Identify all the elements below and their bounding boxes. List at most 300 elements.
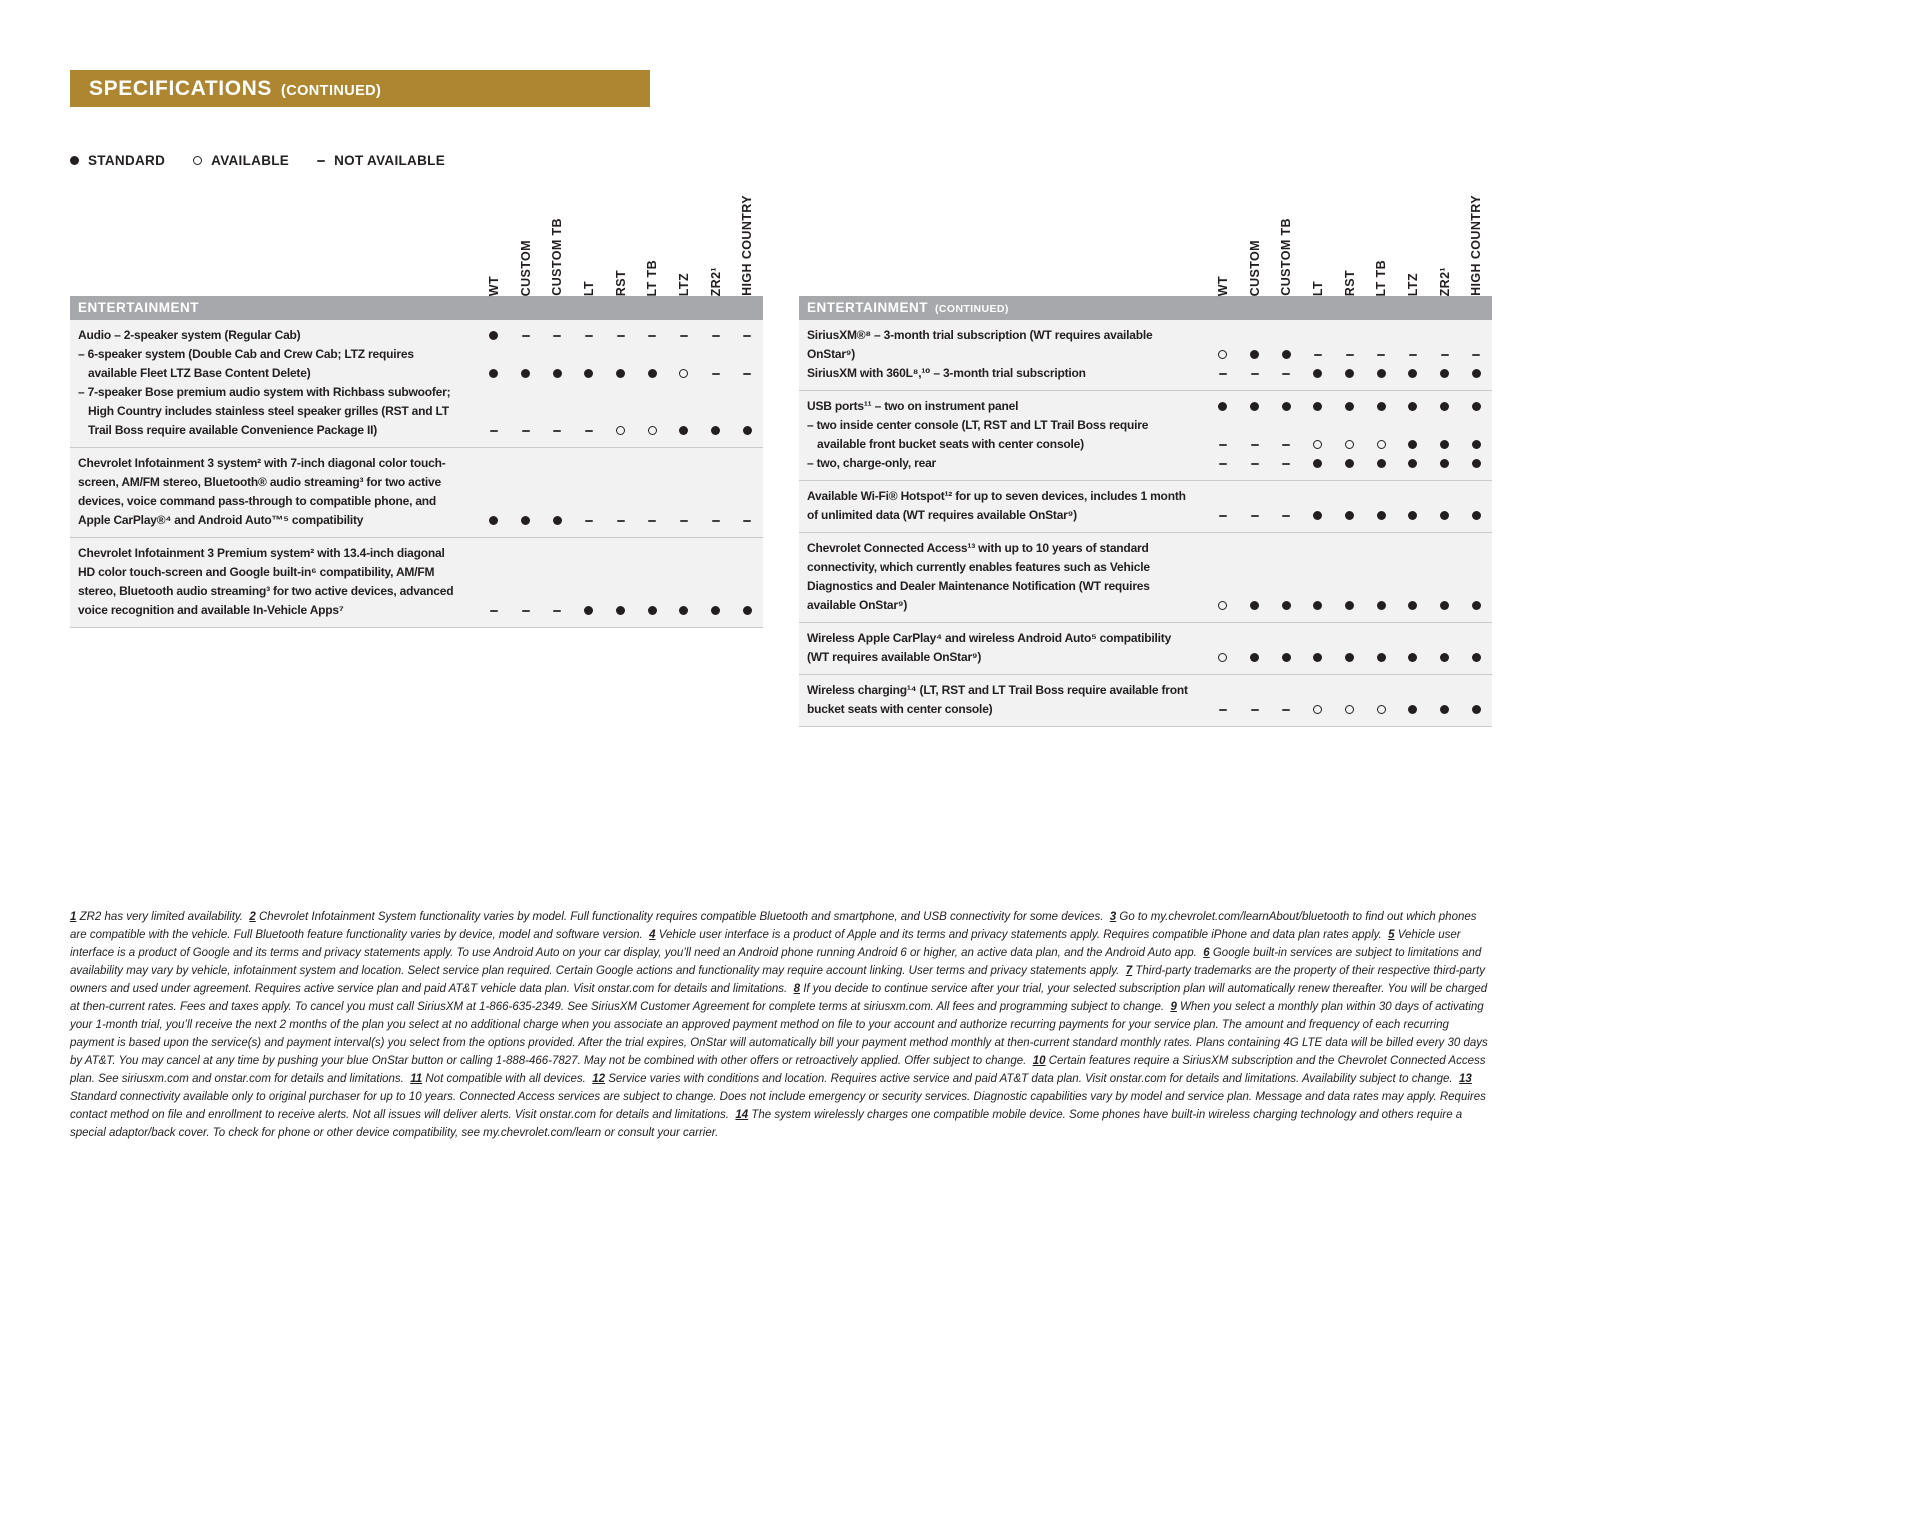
footnote-number: 5 — [1388, 929, 1395, 941]
value-cell — [1302, 435, 1334, 454]
not-available-dash-icon — [522, 610, 530, 612]
trim-column-header — [1460, 172, 1492, 296]
trim-column-label: LTZ — [676, 272, 691, 296]
standard-filled-circle-icon — [1408, 705, 1417, 714]
value-cell — [1365, 700, 1397, 719]
value-cell — [1429, 648, 1461, 667]
value-cell — [636, 326, 668, 345]
available-open-circle-icon — [1218, 653, 1227, 662]
page-title: SPECIFICATIONS — [89, 77, 273, 100]
value-cell — [1365, 506, 1397, 525]
not-available-dash-icon — [712, 335, 720, 337]
not-available-dash-icon — [1441, 354, 1449, 356]
available-open-circle-icon — [1218, 350, 1227, 359]
not-available-dash-icon — [1251, 709, 1259, 711]
footnote-text: When you select a monthly plan within 30 days of activating your 1-month trial, you’ll receive the next 2 months of the plan you select at no additional charge when you associate an approved payment method on file to your account and authorize recurring payments for your service plan. The amount and frequency of each recurring payment is based upon the service(s) and payment interval(s) you select from the options provided. After the trial expires, OnStar will automatically bill your payment method monthly at then-current standard monthly rates. Plans containing 4G LTE data will be billed every 30 days by AT&T. You may cancel at any time by pushing your blue OnStar button or calling 1-888-466-7827. May not be combined with other offers or retroactively applied. Offer subject to change. — [70, 1001, 1488, 1067]
value-cell — [1397, 345, 1429, 364]
trim-value-cells — [1207, 648, 1492, 667]
standard-filled-circle-icon — [743, 426, 752, 435]
feature-group — [799, 623, 1492, 675]
trim-column-label: LT — [1310, 280, 1325, 296]
value-cell — [731, 511, 763, 530]
feature-row — [799, 326, 1492, 364]
footnote-number: 12 — [592, 1073, 606, 1085]
value-cell — [573, 601, 605, 620]
section-header-bar — [70, 296, 763, 320]
spec-table — [799, 172, 1492, 727]
value-cell — [1429, 506, 1461, 525]
feature-label: Chevrolet Infotainment 3 Premium system² with 13.4-inch diagonal HD color touch-screen and Google built-in⁶ compatibility, AM/FM stereo, Bluetooth audio streaming³ for two active devices, advanced voice recognition and available In-Vehicle Apps⁷ — [78, 546, 454, 617]
not-available-dash-icon — [553, 430, 561, 432]
legend-item-available — [193, 153, 289, 168]
trim-column-header — [478, 172, 510, 296]
value-cell — [1239, 345, 1271, 364]
page-title-suffix: (CONTINUED) — [281, 83, 382, 99]
trim-column-label: WT — [486, 275, 501, 296]
standard-filled-circle-icon — [616, 606, 625, 615]
standard-filled-circle-icon — [1313, 402, 1322, 411]
footnote-number: 1 — [70, 911, 77, 923]
feature-row — [799, 629, 1492, 667]
standard-filled-circle-icon — [521, 369, 530, 378]
available-open-circle-icon — [1345, 440, 1354, 449]
footnote-number: 3 — [1109, 911, 1117, 923]
standard-filled-circle-icon — [1345, 402, 1354, 411]
value-cell — [478, 326, 510, 345]
not-available-dash-icon — [585, 335, 593, 337]
value-cell — [605, 421, 637, 440]
trim-value-cells — [478, 421, 763, 440]
value-cell — [700, 326, 732, 345]
legend-standard-label: STANDARD — [88, 153, 166, 168]
value-cell — [1397, 648, 1429, 667]
value-cell — [668, 326, 700, 345]
available-open-circle-icon — [1313, 440, 1322, 449]
footnote-number: 4 — [649, 929, 656, 941]
standard-filled-circle-icon — [1345, 459, 1354, 468]
feature-row — [70, 345, 763, 383]
not-available-dash-icon — [1282, 373, 1290, 375]
value-cell — [1270, 648, 1302, 667]
value-cell — [668, 511, 700, 530]
standard-filled-circle-icon — [1250, 601, 1259, 610]
standard-filled-circle-icon — [1472, 369, 1481, 378]
value-cell — [541, 326, 573, 345]
feature-group — [70, 320, 763, 448]
feature-group — [799, 675, 1492, 727]
value-cell — [1207, 596, 1239, 615]
standard-filled-circle-icon — [1440, 369, 1449, 378]
standard-filled-circle-icon — [743, 606, 752, 615]
value-cell — [1365, 454, 1397, 473]
footnote-text: ZR2 has very limited availability. — [76, 911, 243, 923]
trim-column-label: LT TB — [1374, 259, 1389, 296]
not-available-dash-icon — [553, 610, 561, 612]
available-open-circle-icon — [1345, 705, 1354, 714]
feature-row — [799, 364, 1492, 383]
value-cell — [1207, 435, 1239, 454]
footnote-text: Service varies with conditions and location. Requires active service and paid AT&T data plan. Visit onstar.com for details and limitations. Availability subject to change. — [605, 1073, 1453, 1085]
feature-groups — [70, 320, 763, 628]
value-cell — [1302, 345, 1334, 364]
specifications-banner — [70, 70, 650, 107]
value-cell — [478, 511, 510, 530]
trim-value-cells — [1207, 397, 1492, 416]
standard-filled-circle-icon — [1250, 653, 1259, 662]
not-available-dash-icon — [1282, 515, 1290, 517]
standard-filled-circle-icon — [1250, 350, 1259, 359]
not-available-dash-icon — [1251, 463, 1259, 465]
feature-row — [799, 454, 1492, 473]
trim-column-label: LT — [581, 280, 596, 296]
available-open-circle-icon — [616, 426, 625, 435]
not-available-dash-icon — [522, 430, 530, 432]
standard-filled-circle-icon — [1313, 511, 1322, 520]
not-available-dash-icon — [317, 160, 325, 162]
available-open-circle-icon — [1218, 601, 1227, 610]
not-available-dash-icon — [1251, 515, 1259, 517]
standard-filled-circle-icon — [489, 516, 498, 525]
standard-filled-circle-icon — [1377, 511, 1386, 520]
value-cell — [1429, 596, 1461, 615]
not-available-dash-icon — [1219, 373, 1227, 375]
footnote-text: If you decide to continue service after your trial, your selected subscription plan will automatically renew thereafter. You will be charged at then-current rates. Fees and taxes apply. To cancel you must call SiriusXM at 1-866-635-2349. See SiriusXM Customer Agreement for complete terms at siriusxm.com. All fees and programming subject to change. — [70, 983, 1488, 1013]
not-available-dash-icon — [553, 335, 561, 337]
standard-filled-circle-icon — [1440, 511, 1449, 520]
standard-filled-circle-icon — [1472, 601, 1481, 610]
symbol-legend — [70, 153, 1560, 168]
value-cell — [1460, 506, 1492, 525]
footnote-number: 7 — [1125, 965, 1133, 977]
value-cell — [1207, 345, 1239, 364]
section-note: (CONTINUED) — [935, 303, 1009, 315]
value-cell — [1207, 700, 1239, 719]
value-cell — [1365, 435, 1397, 454]
footnote-text: Go to my.chevrolet.com/learnAbout/bluetooth to find out which phones are compatible with the vehicle. Full Bluetooth feature functionality varies by device, model and software version. — [70, 911, 1477, 941]
standard-filled-circle-icon — [1472, 653, 1481, 662]
value-cell — [1207, 648, 1239, 667]
feature-groups — [799, 320, 1492, 727]
feature-row — [70, 454, 763, 530]
standard-filled-circle-icon — [1345, 653, 1354, 662]
footnote-number: 11 — [410, 1073, 423, 1085]
value-cell — [510, 511, 542, 530]
not-available-dash-icon — [1251, 444, 1259, 446]
value-cell — [700, 601, 732, 620]
standard-filled-circle-icon — [1282, 653, 1291, 662]
value-cell — [1270, 506, 1302, 525]
value-cell — [478, 364, 510, 383]
value-cell — [1365, 364, 1397, 383]
value-cell — [668, 364, 700, 383]
value-cell — [1302, 397, 1334, 416]
trim-column-label: CUSTOM — [518, 239, 533, 296]
not-available-dash-icon — [1409, 354, 1417, 356]
value-cell — [1397, 596, 1429, 615]
trim-value-cells — [478, 601, 763, 620]
not-available-dash-icon — [743, 335, 751, 337]
trim-column-label: HIGH COUNTRY — [740, 195, 755, 296]
standard-filled-circle-icon — [1250, 402, 1259, 411]
value-cell — [1397, 454, 1429, 473]
value-cell — [541, 364, 573, 383]
standard-filled-circle-icon — [1472, 440, 1481, 449]
value-cell — [1334, 345, 1366, 364]
value-cell — [668, 601, 700, 620]
trim-column-headers — [799, 172, 1492, 296]
standard-filled-circle-icon — [1377, 402, 1386, 411]
value-cell — [1460, 364, 1492, 383]
feature-group — [70, 538, 763, 628]
footnote-text: Standard connectivity available only to original purchaser for up to 10 years. Connected Access services are subject to change. Does not include emergency or security services. Diagnostic capabilities vary by model and service plan. Message and data rates may apply. Requires contact method on file and enrollment to receive alerts. Not all issues will deliver alerts. Visit onstar.com for details and limitations. — [70, 1091, 1486, 1121]
legend-item-not-available — [317, 153, 445, 168]
trim-column-header — [1429, 172, 1461, 296]
standard-filled-circle-icon — [584, 369, 593, 378]
value-cell — [541, 601, 573, 620]
value-cell — [1334, 397, 1366, 416]
standard-filled-circle-icon — [1377, 369, 1386, 378]
feature-label: – two inside center console (LT, RST and LT Trail Boss require available front bucket seats with center console) — [807, 418, 1149, 451]
value-cell — [700, 364, 732, 383]
value-cell — [731, 601, 763, 620]
trim-value-cells — [1207, 345, 1492, 364]
standard-filled-circle-icon — [1377, 601, 1386, 610]
standard-filled-circle-icon — [1408, 402, 1417, 411]
standard-filled-circle-icon — [648, 606, 657, 615]
trim-column-header — [1239, 172, 1271, 296]
value-cell — [700, 511, 732, 530]
standard-filled-circle-icon — [679, 606, 688, 615]
not-available-dash-icon — [1282, 444, 1290, 446]
available-open-circle-icon — [1377, 440, 1386, 449]
footnote-text: Vehicle user interface is a product of Google and its terms and privacy statements apply. To use Android Auto on your car display, you’ll need an Android phone running Android 6 or higher, an active data plan, and the Android Auto app. — [70, 929, 1461, 959]
feature-label: SiriusXM®⁸ – 3-month trial subscription (WT requires available OnStar⁹) — [807, 328, 1153, 361]
standard-filled-circle-icon — [1377, 653, 1386, 662]
not-available-dash-icon — [680, 335, 688, 337]
value-cell — [1239, 506, 1271, 525]
standard-filled-circle-icon — [1408, 511, 1417, 520]
trim-columns — [1207, 172, 1492, 296]
standard-filled-circle-icon — [1472, 511, 1481, 520]
value-cell — [1207, 506, 1239, 525]
value-cell — [1460, 648, 1492, 667]
standard-filled-circle-icon — [70, 156, 79, 165]
not-available-dash-icon — [712, 373, 720, 375]
value-cell — [668, 421, 700, 440]
trim-column-header — [1334, 172, 1366, 296]
trim-column-header — [636, 172, 668, 296]
feature-row — [70, 383, 763, 440]
feature-label: Wireless charging¹⁴ (LT, RST and LT Trail Boss require available front bucket seats with center console) — [807, 683, 1188, 716]
footnote-text: The system wirelessly charges one compatible mobile device. Some phones have built-in wireless charging technology and others require a special adaptor/back cover. To check for phone or other device compatibility, see my.chevrolet.com/learn or consult your carrier. — [70, 1109, 1463, 1139]
value-cell — [1302, 506, 1334, 525]
value-cell — [1365, 596, 1397, 615]
footnote-number: 8 — [793, 983, 801, 995]
trim-column-header — [731, 172, 763, 296]
trim-value-cells — [478, 364, 763, 383]
trim-column-label: HIGH COUNTRY — [1469, 195, 1484, 296]
value-cell — [478, 601, 510, 620]
value-cell — [573, 511, 605, 530]
feature-label: USB ports¹¹ – two on instrument panel — [807, 399, 1019, 413]
available-open-circle-icon — [679, 369, 688, 378]
section-title: ENTERTAINMENT — [807, 300, 928, 315]
trim-value-cells — [1207, 596, 1492, 615]
not-available-dash-icon — [1251, 373, 1259, 375]
value-cell — [731, 421, 763, 440]
standard-filled-circle-icon — [1472, 705, 1481, 714]
value-cell — [1270, 596, 1302, 615]
standard-filled-circle-icon — [1345, 511, 1354, 520]
value-cell — [510, 601, 542, 620]
standard-filled-circle-icon — [711, 606, 720, 615]
value-cell — [573, 364, 605, 383]
not-available-dash-icon — [1282, 463, 1290, 465]
not-available-dash-icon — [1219, 463, 1227, 465]
legend-not-available-label: NOT AVAILABLE — [334, 153, 446, 168]
standard-filled-circle-icon — [1408, 459, 1417, 468]
footnotes-paragraph — [70, 908, 1492, 1142]
value-cell — [1397, 364, 1429, 383]
trim-column-label: RST — [1342, 269, 1357, 296]
trim-column-label: LT TB — [645, 259, 660, 296]
feature-label: Audio – 2-speaker system (Regular Cab) — [78, 328, 301, 342]
value-cell — [541, 421, 573, 440]
value-cell — [1302, 700, 1334, 719]
feature-group — [799, 391, 1492, 481]
not-available-dash-icon — [743, 373, 751, 375]
spec-table — [70, 172, 763, 628]
value-cell — [1429, 435, 1461, 454]
value-cell — [1460, 435, 1492, 454]
trim-column-header — [700, 172, 732, 296]
trim-column-label: ZR2¹ — [708, 266, 723, 296]
available-open-circle-icon — [1313, 705, 1322, 714]
footnote-number: 9 — [1170, 1001, 1177, 1013]
value-cell — [1239, 454, 1271, 473]
feature-group — [799, 481, 1492, 533]
value-cell — [1429, 397, 1461, 416]
standard-filled-circle-icon — [1377, 459, 1386, 468]
value-cell — [1270, 364, 1302, 383]
trim-column-label: WT — [1215, 275, 1230, 296]
legend-available-label: AVAILABLE — [211, 153, 290, 168]
not-available-dash-icon — [1219, 444, 1227, 446]
value-cell — [510, 364, 542, 383]
trim-value-cells — [1207, 700, 1492, 719]
feature-label: Chevrolet Connected Access¹³ with up to 10 years of standard connectivity, which currently enables features such as Vehicle Diagnostics and Dealer Maintenance Notification (WT requires available OnStar⁹) — [807, 541, 1150, 612]
trim-column-header — [1207, 172, 1239, 296]
standard-filled-circle-icon — [711, 426, 720, 435]
standard-filled-circle-icon — [616, 369, 625, 378]
feature-label: – 6-speaker system (Double Cab and Crew Cab; LTZ requires available Fleet LTZ Base Content Delete) — [78, 347, 414, 380]
standard-filled-circle-icon — [1472, 402, 1481, 411]
standard-filled-circle-icon — [1282, 402, 1291, 411]
value-cell — [1365, 648, 1397, 667]
standard-filled-circle-icon — [489, 331, 498, 340]
value-cell — [1397, 700, 1429, 719]
value-cell — [1334, 596, 1366, 615]
value-cell — [605, 326, 637, 345]
not-available-dash-icon — [585, 430, 593, 432]
footnote-number: 10 — [1032, 1055, 1046, 1067]
trim-column-header — [510, 172, 542, 296]
standard-filled-circle-icon — [1282, 601, 1291, 610]
feature-label: SiriusXM with 360L⁸,¹⁰ – 3-month trial subscription — [807, 366, 1086, 380]
not-available-dash-icon — [648, 335, 656, 337]
value-cell — [605, 511, 637, 530]
feature-label: Wireless Apple CarPlay⁴ and wireless Android Auto⁵ compatibility (WT requires available OnStar⁹) — [807, 631, 1172, 664]
value-cell — [700, 421, 732, 440]
feature-row — [799, 416, 1492, 454]
standard-filled-circle-icon — [1408, 653, 1417, 662]
value-cell — [1239, 648, 1271, 667]
value-cell — [636, 601, 668, 620]
standard-filled-circle-icon — [521, 516, 530, 525]
value-cell — [1365, 397, 1397, 416]
value-cell — [1239, 364, 1271, 383]
standard-filled-circle-icon — [679, 426, 688, 435]
not-available-dash-icon — [1219, 709, 1227, 711]
value-cell — [1270, 454, 1302, 473]
value-cell — [510, 326, 542, 345]
not-available-dash-icon — [712, 520, 720, 522]
value-cell — [1397, 435, 1429, 454]
standard-filled-circle-icon — [1218, 402, 1227, 411]
value-cell — [1334, 454, 1366, 473]
value-cell — [1239, 700, 1271, 719]
footnote-text: Chevrolet Infotainment System functionality varies by model. Full functionality requires compatible Bluetooth and smartphone, and USB connectivity for some devices. — [255, 911, 1104, 923]
column-header-spacer — [70, 172, 478, 296]
not-available-dash-icon — [617, 520, 625, 522]
value-cell — [605, 364, 637, 383]
value-cell — [1270, 397, 1302, 416]
value-cell — [1429, 454, 1461, 473]
trim-column-header — [1397, 172, 1429, 296]
trim-column-header — [668, 172, 700, 296]
footnote-text: Not compatible with all devices. — [422, 1073, 586, 1085]
standard-filled-circle-icon — [1313, 653, 1322, 662]
feature-row — [799, 539, 1492, 615]
available-open-circle-icon — [193, 156, 202, 165]
value-cell — [541, 511, 573, 530]
footnote-number: 6 — [1203, 947, 1210, 959]
feature-label: – two, charge-only, rear — [807, 456, 937, 470]
value-cell — [1207, 364, 1239, 383]
not-available-dash-icon — [743, 520, 751, 522]
trim-value-cells — [1207, 454, 1492, 473]
trim-column-header — [541, 172, 573, 296]
specification-tables — [70, 172, 1560, 902]
trim-column-label: CUSTOM TB — [1279, 218, 1294, 296]
not-available-dash-icon — [490, 430, 498, 432]
value-cell — [1302, 364, 1334, 383]
trim-column-header — [573, 172, 605, 296]
value-cell — [731, 364, 763, 383]
feature-row — [799, 487, 1492, 525]
value-cell — [1460, 454, 1492, 473]
footnote-text: Third-party trademarks are the property of their respective third-party owners and used under agreement. Requires active service plan and paid AT&T vehicle data plan. Visit onstar.com for details and limitations. — [70, 965, 1485, 995]
standard-filled-circle-icon — [1313, 369, 1322, 378]
footnote-number: 2 — [249, 911, 256, 923]
standard-filled-circle-icon — [1282, 350, 1291, 359]
value-cell — [731, 326, 763, 345]
feature-group — [799, 533, 1492, 623]
not-available-dash-icon — [522, 335, 530, 337]
standard-filled-circle-icon — [648, 369, 657, 378]
standard-filled-circle-icon — [1440, 705, 1449, 714]
column-header-spacer — [799, 172, 1207, 296]
